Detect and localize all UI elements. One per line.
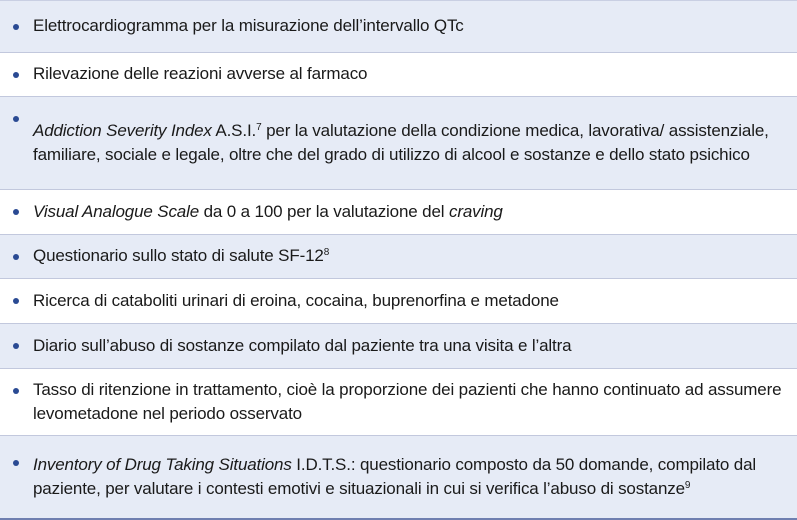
bullet-icon [13,72,19,78]
list-item [0,235,797,279]
list-item-text [33,378,787,427]
list-item-text [33,14,464,39]
list-item-text [33,200,503,225]
footnote-ref: 7 [256,121,262,133]
list-item [0,97,797,190]
list-item [0,436,797,518]
text-run: Questionario sullo stato di salute SF-12 [33,246,324,266]
list-item [0,369,797,436]
bullet-icon [13,116,19,122]
text-run: I.D.T.S.: questionario composto da 50 domande, compilato dal paziente, per valutare i contesti emotivi e situazionali in cui si verifica l’abuso di sostanze [33,454,757,498]
list-item-text [33,453,787,502]
list-item [0,53,797,97]
list-item [0,279,797,324]
text-run: da 0 a 100 per la valutazione del [199,201,449,221]
list-item [0,190,797,235]
bullet-icon [13,388,19,394]
text-run-italic: craving [448,201,503,221]
text-run-italic: Visual Analogue Scale [33,201,200,221]
list-item-text [33,289,559,314]
text-run: per la valutazione della condizione medica, lavorativa/ assistenziale, familiare, sociale e legale, oltre che del grado di utilizzo di alcool e sostanze e dello stato psichico [33,120,769,164]
bullet-icon [13,343,19,349]
list-item-text [33,62,367,87]
bullet-icon [13,460,19,466]
footnote-ref: 8 [323,247,330,259]
text-run: Tasso di ritenzione in trattamento, cioè la proporzione dei pazienti che hanno continuato ad assumere levometadone nel periodo osservato [33,379,782,423]
text-run: Ricerca di cataboliti urinari di eroina, cocaina, buprenorfina e metadone [33,290,559,310]
list-item-text [33,334,571,359]
bullet-icon [13,254,19,260]
bullet-icon [13,209,19,215]
text-run: A.S.I. [211,120,257,140]
list-item [0,324,797,369]
text-run-italic: Addiction Severity Index [33,120,212,140]
text-run: Rilevazione delle reazioni avverse al farmaco [33,64,368,84]
text-run-italic: Inventory of Drug Taking Situations [33,454,292,474]
text-run: Elettrocardiogramma per la misurazione dell’intervallo QTc [33,16,464,36]
footnote-ref: 9 [684,480,691,491]
bullet-icon [13,298,19,304]
list-item-text [33,244,329,269]
list-item-text [33,119,787,168]
list-item [0,1,797,53]
bullet-icon [13,24,19,30]
text-run: Diario sull’abuso di sostanze compilato dal paziente tra una visita e l’altra [33,335,572,355]
